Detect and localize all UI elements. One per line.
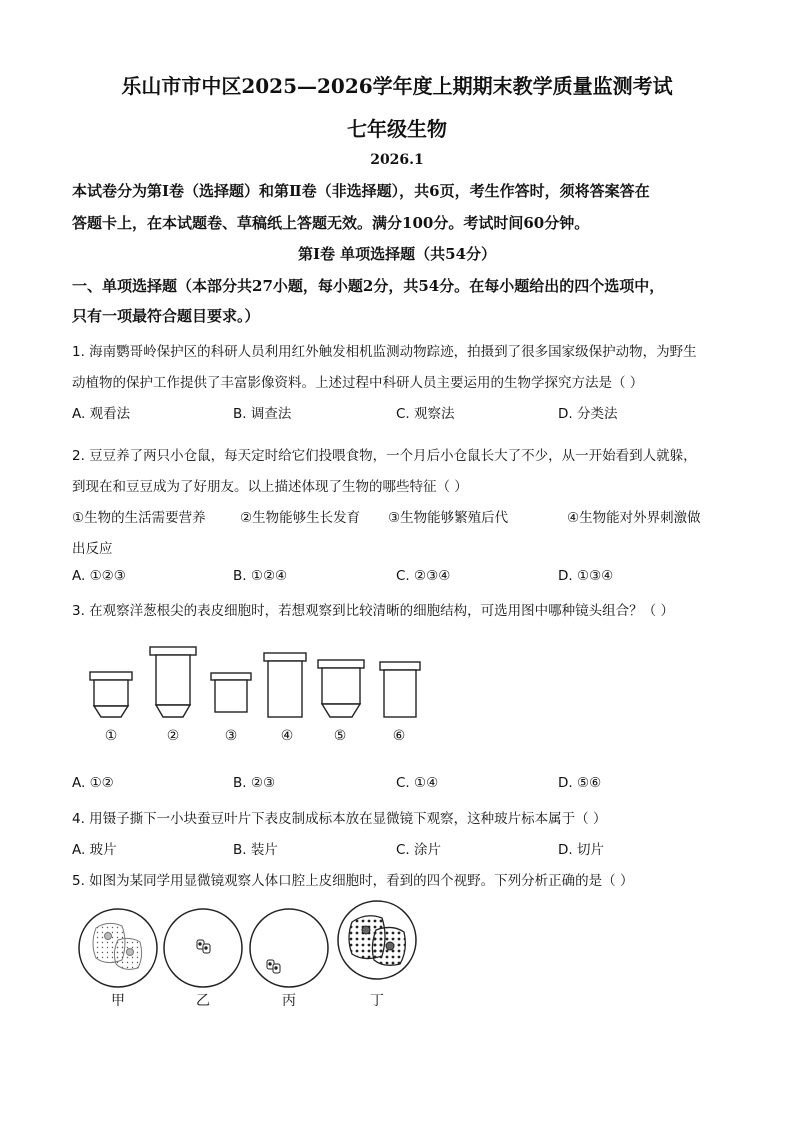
q2-feature-2: ②生物能够生长发育 xyxy=(240,510,361,526)
q1-option-d: D. 分类法 xyxy=(558,406,618,422)
q3-option-d: D. ⑤⑥ xyxy=(558,775,602,791)
q2-option-a: A. ①②③ xyxy=(72,568,126,584)
question-2-line-1: 2. 豆豆养了两只小仓鼠，每天定时给它们投喂食物，一个月后小仓鼠长大了不少，从一开始看到人就躲， xyxy=(72,448,697,464)
lens-figure xyxy=(0,640,794,730)
question-1-line-2: 动植物的保护工作提供了丰富影像资料。上述过程中科研人员主要运用的生物学探究方法是（ ） xyxy=(72,375,644,391)
lens-6-eyepiece-icon xyxy=(380,662,420,717)
view-label-bing: 丙 xyxy=(282,993,296,1009)
lens-label-1: ① xyxy=(104,728,118,744)
section-title: 第Ⅰ卷 单项选择题（共54分） xyxy=(297,245,497,263)
exam-title: 乐山市市中区2025—2026学年度上期期末教学质量监测考试 xyxy=(121,74,673,98)
intro-line-2: 答题卡上，在本试题卷、草稿纸上答题无效。满分100分。考试时间60分钟。 xyxy=(72,214,590,232)
q4-option-c: C. 涂片 xyxy=(396,842,442,858)
view-label-ding: 丁 xyxy=(370,993,384,1009)
part-instruction-line-2: 只有一项最符合题目要求。） xyxy=(72,307,260,325)
view-label-yi: 乙 xyxy=(196,993,210,1009)
q4-option-a: A. 玻片 xyxy=(72,842,117,858)
lens-3-eyepiece-icon xyxy=(211,673,251,712)
lens-4-eyepiece-icon xyxy=(264,653,306,717)
microscope-views-figure xyxy=(0,900,794,1000)
q2-option-b: B. ①②④ xyxy=(233,568,288,584)
q3-option-c: C. ①④ xyxy=(396,775,439,791)
intro-line-1: 本试卷分为第Ⅰ卷（选择题）和第Ⅱ卷（非选择题），共6页，考生作答时，须将答案答在 xyxy=(72,182,650,200)
view-yi xyxy=(164,909,242,987)
view-label-jia: 甲 xyxy=(111,993,125,1009)
lens-label-2: ② xyxy=(166,728,180,744)
lens-label-3: ③ xyxy=(224,728,238,744)
lens-2-objective-icon xyxy=(150,647,196,717)
part-instruction-line-1: 一、单项选择题（本部分共27小题，每小题2分，共54分。在每小题给出的四个选项中， xyxy=(72,277,665,295)
q2-option-d: D. ①③④ xyxy=(558,568,614,584)
q2-option-c: C. ②③④ xyxy=(396,568,451,584)
q2-feature-1: ①生物的生活需要营养 xyxy=(72,510,206,526)
lens-1-objective-icon xyxy=(90,672,132,717)
q2-feature-4-cont: 出反应 xyxy=(72,541,113,557)
view-ding xyxy=(338,901,416,979)
exam-date: 2026.1 xyxy=(370,152,424,168)
lens-label-6: ⑥ xyxy=(392,728,406,744)
q1-option-c: C. 观察法 xyxy=(396,406,455,422)
q1-option-a: A. 观看法 xyxy=(72,406,131,422)
question-2-line-2: 到现在和豆豆成为了好朋友。以上描述体现了生物的哪些特征（ ） xyxy=(72,479,468,495)
q3-option-b: B. ②③ xyxy=(233,775,276,791)
question-5-line-1: 5. 如图为某同学用显微镜观察人体口腔上皮细胞时，看到的四个视野。下列分析正确的是（ ） xyxy=(72,873,634,889)
q2-feature-4: ④生物能对外界刺激做 xyxy=(567,510,701,526)
view-bing xyxy=(250,909,328,987)
lens-label-4: ④ xyxy=(280,728,294,744)
view-jia xyxy=(79,909,157,987)
question-4-line-1: 4. 用镊子撕下一小块蚕豆叶片下表皮制成标本放在显微镜下观察，这种玻片标本属于（ ） xyxy=(72,811,607,827)
question-3-line-1: 3. 在观察洋葱根尖的表皮细胞时，若想观察到比较清晰的细胞结构，可选用图中哪种镜头组合？（ ） xyxy=(72,603,674,619)
q4-option-d: D. 切片 xyxy=(558,842,604,858)
q1-option-b: B. 调查法 xyxy=(233,406,292,422)
lens-label-5: ⑤ xyxy=(333,728,347,744)
exam-subtitle: 七年级生物 xyxy=(347,117,447,141)
lens-5-objective-icon xyxy=(318,660,364,717)
q2-feature-3: ③生物能够繁殖后代 xyxy=(388,510,509,526)
q4-option-b: B. 装片 xyxy=(233,842,278,858)
question-1-line-1: 1. 海南鹦哥岭保护区的科研人员利用红外触发相机监测动物踪迹，拍摄到了很多国家级保护动物，为野生 xyxy=(72,344,697,360)
q3-option-a: A. ①② xyxy=(72,775,114,791)
